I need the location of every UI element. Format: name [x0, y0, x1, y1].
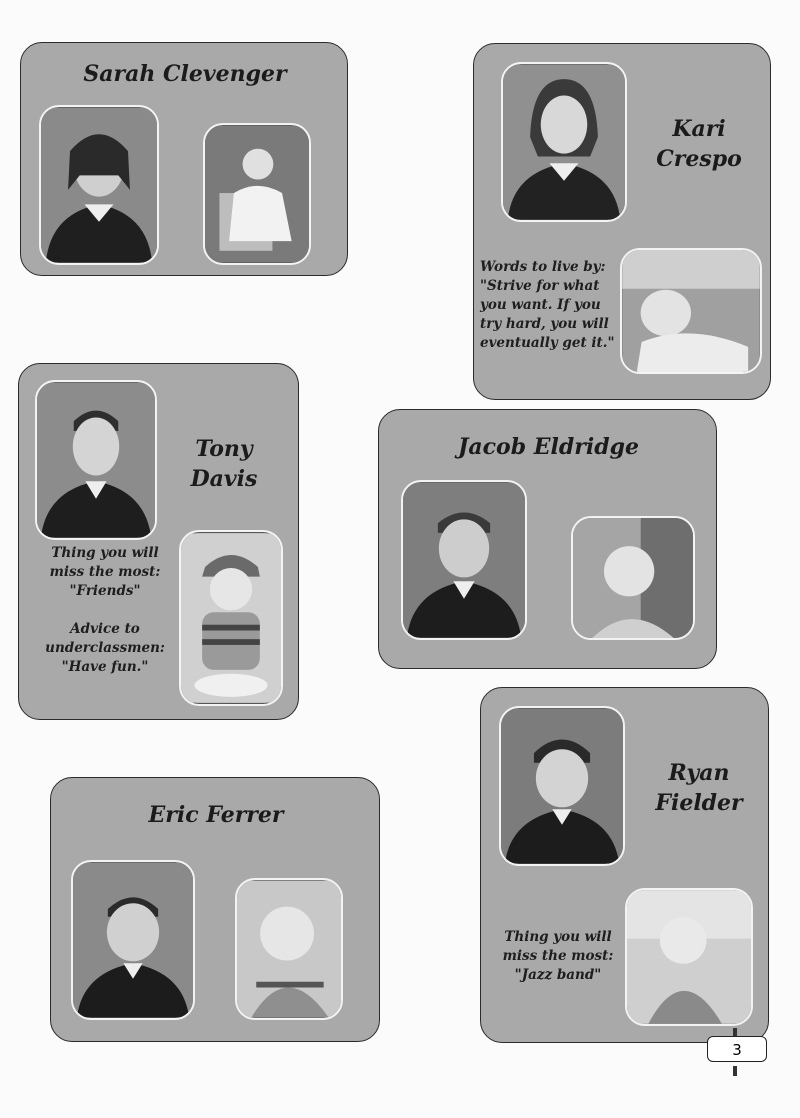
baby-photo: [179, 530, 283, 706]
student-name: Sarah Clevenger: [83, 61, 287, 87]
senior-portrait-photo: [35, 380, 157, 540]
student-panel-tony-davis: [18, 363, 299, 720]
student-name: Kari Crespo: [656, 116, 742, 172]
baby-photo: [620, 248, 762, 374]
student-panel-sarah-clevenger: [20, 42, 348, 276]
registration-mark: [733, 1066, 737, 1076]
baby-photo: [571, 516, 695, 640]
student-name: Eric Ferrer: [148, 802, 284, 828]
student-quote: Thing you will miss the most: "Friends" Advice to underclassmen: "Have fun.": [45, 545, 165, 675]
student-panel-jacob-eldridge: [378, 409, 717, 669]
student-panel-eric-ferrer: [50, 777, 380, 1042]
student-panel-kari-crespo: [473, 43, 771, 400]
senior-portrait-photo: [499, 706, 625, 866]
senior-portrait-photo: [501, 62, 627, 222]
senior-portrait-photo: [71, 860, 195, 1020]
student-name: Jacob Eldridge: [458, 434, 639, 460]
page-number: 3: [707, 1036, 767, 1062]
baby-photo: [625, 888, 753, 1026]
student-quote: Words to live by: "Strive for what you want. If you try hard, you will eventually get it.": [480, 259, 615, 351]
student-name: Tony Davis: [190, 436, 258, 492]
senior-portrait-photo: [401, 480, 527, 640]
student-quote: Thing you will miss the most: "Jazz band": [502, 929, 614, 983]
baby-photo: [203, 123, 311, 265]
baby-photo: [235, 878, 343, 1020]
student-name: Ryan Fielder: [655, 760, 743, 816]
student-panel-ryan-fielder: [480, 687, 769, 1043]
senior-portrait-photo: [39, 105, 159, 265]
